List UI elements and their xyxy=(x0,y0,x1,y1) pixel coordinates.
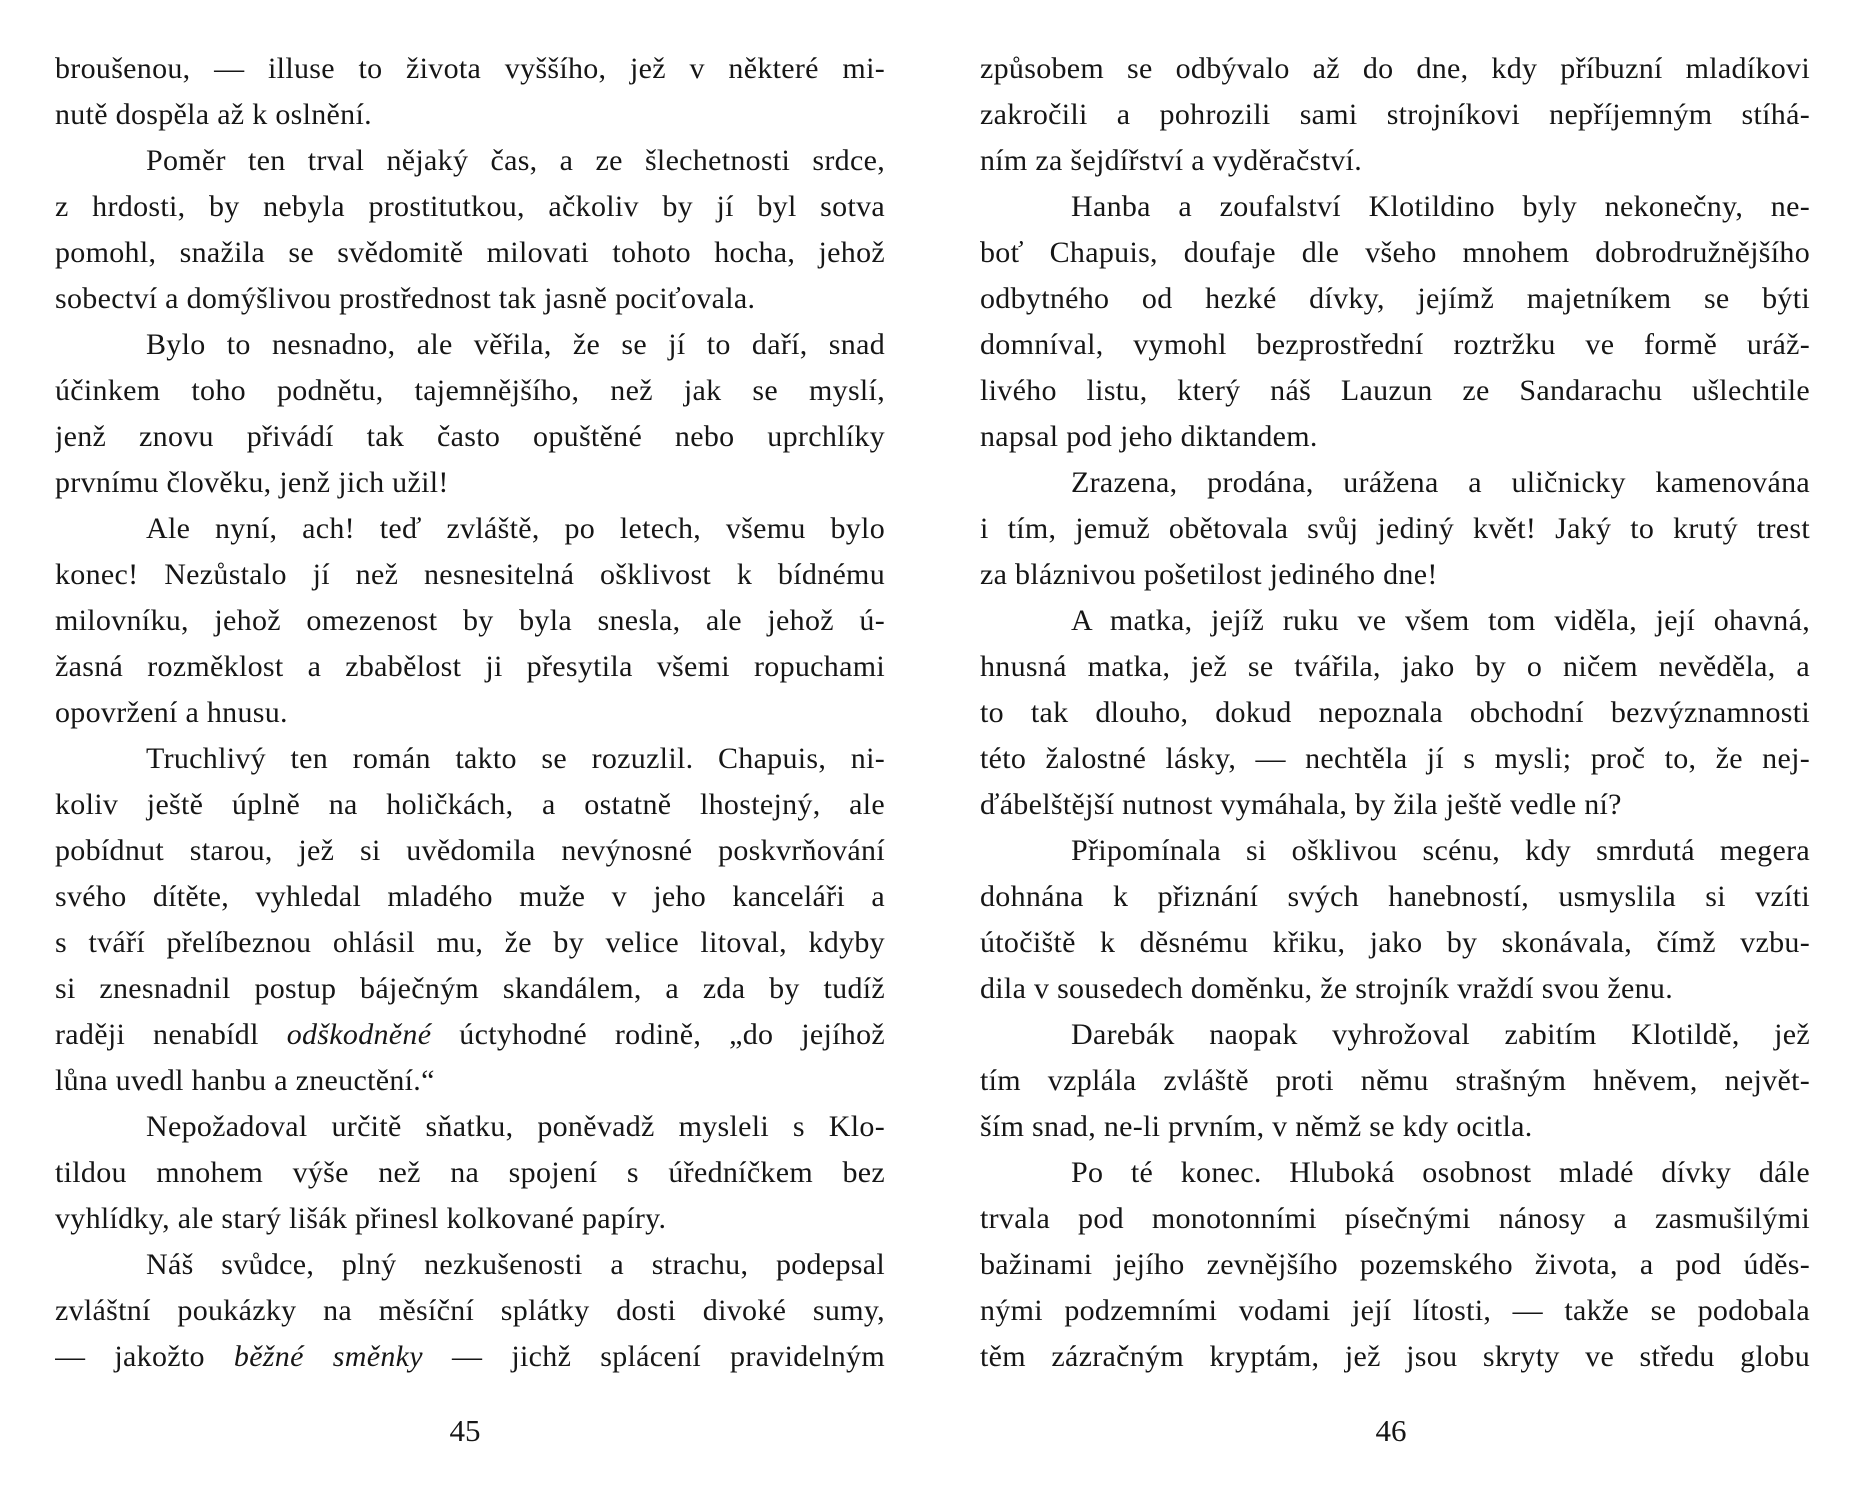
text-line: Bylo to nesnadno, ale věřila, že se jí to daří, snad xyxy=(146,328,885,361)
text-line: zakročili a pohrozili sami strojníkovi nepříjemným stíhá- xyxy=(980,98,1810,131)
text-line: — jakožto běžné směnky — jichž splácení pravidelným xyxy=(55,1340,885,1373)
text-line: svého dítěte, vyhledal mladého muže v jeho kanceláři a xyxy=(55,880,885,913)
text-line: to tak dlouho, dokud nepoznala obchodní bezvýznamnosti xyxy=(980,696,1810,729)
text-line: broušenou, — illuse to života vyššího, jež v některé mi- xyxy=(55,52,885,85)
text-line: tildou mnohem výše než na spojení s úředníčkem bez xyxy=(55,1156,885,1189)
text-line: vyhlídky, ale starý lišák přinesl kolkované papíry. xyxy=(55,1202,667,1235)
left-page-text xyxy=(55,46,885,1380)
text-line: Zrazena, prodána, urážena a uličnicky kamenována xyxy=(1071,466,1810,499)
text-line: pobídnut starou, jež si uvědomila nevýnosné poskvrňování xyxy=(55,834,885,867)
text-line: dohnána k přiznání svých hanebností, usmyslila si vzíti xyxy=(980,880,1810,913)
text-line: účinkem toho podnětu, tajemnějšího, než jak se myslí, xyxy=(55,374,885,407)
text-line: si znesnadnil postup báječným skandálem, a zda by tudíž xyxy=(55,972,885,1005)
text-line: koliv ještě úplně na holičkách, a ostatně lhostejný, ale xyxy=(55,788,885,821)
text-line: napsal pod jeho diktandem. xyxy=(980,420,1318,453)
text-line: raději nenabídl odškodněné úctyhodné rodině, „do jejíhož xyxy=(55,1018,885,1051)
text-line: konec! Nezůstalo jí než nesnesitelná ošklivost k bídnému xyxy=(55,558,885,591)
text-line: s tváří přelíbeznou ohlásil mu, že by velice litoval, kdyby xyxy=(55,926,885,959)
text-line: bažinami jejího zevnějšího pozemského života, a pod úděs- xyxy=(980,1248,1810,1281)
text-line: této žalostné lásky, — nechtěla jí s mysli; proč to, že nej- xyxy=(980,742,1810,775)
text-line: Poměr ten trval nějaký čas, a ze šlechetnosti srdce, xyxy=(146,144,885,177)
text-line: prvnímu člověku, jenž jich užil! xyxy=(55,466,449,499)
text-line: Darebák naopak vyhrožoval zabitím Klotildě, jež xyxy=(1071,1018,1810,1051)
text-line: odbytného od hezké dívky, jejímž majetníkem se býti xyxy=(980,282,1810,315)
text-line: Nepožadoval určitě sňatku, poněvadž mysleli s Klo- xyxy=(146,1110,885,1143)
text-line: trvala pod monotonními písečnými nánosy a zasmušilými xyxy=(980,1202,1810,1235)
text-line: dila v sousedech doměnku, že strojník vraždí svou ženu. xyxy=(980,972,1673,1005)
emphasized-text: odškodněné xyxy=(286,1018,432,1051)
text-line: z hrdosti, by nebyla prostitutkou, ačkoliv by jí byl sotva xyxy=(55,190,885,223)
text-line: Hanba a zoufalství Klotildino byly nekonečny, ne- xyxy=(1071,190,1810,223)
text-line: útočiště k děsnému křiku, jako by skonávala, čímž vzbu- xyxy=(980,926,1810,959)
text-line: hnusná matka, jež se tvářila, jako by o ničem nevěděla, a xyxy=(980,650,1810,683)
right-page-text xyxy=(980,46,1810,1380)
left-page-number: 45 xyxy=(449,1413,481,1448)
text-line: Truchlivý ten román takto se rozuzlil. Chapuis, ni- xyxy=(146,742,885,775)
text-line: Po té konec. Hluboká osobnost mladé dívky dále xyxy=(1071,1156,1810,1189)
text-line: způsobem se odbývalo až do dne, kdy příbuzní mladíkovi xyxy=(980,52,1810,85)
text-line: boť Chapuis, doufaje dle všeho mnohem dobrodružnějšího xyxy=(980,236,1810,269)
text-line: A matka, jejíž ruku ve všem tom viděla, její ohavná, xyxy=(1071,604,1810,637)
text-line: livého listu, který náš Lauzun ze Sandarachu ušlechtile xyxy=(980,374,1810,407)
text-line: pomohl, snažila se svědomitě milovati tohoto hocha, jehož xyxy=(55,236,885,269)
text-line: těm zázračným kryptám, jež jsou skryty ve středu globu xyxy=(980,1340,1810,1373)
text-line: Náš svůdce, plný nezkušenosti a strachu, podepsal xyxy=(146,1248,885,1281)
text-line: za bláznivou pošetilost jediného dne! xyxy=(980,558,1438,591)
text-line: nými podzemními vodami její lítosti, — takže se podobala xyxy=(980,1294,1810,1327)
text-line: opovržení a hnusu. xyxy=(55,696,288,729)
text-line: Ale nyní, ach! teď zvláště, po letech, všemu bylo xyxy=(146,512,885,545)
text-line: sobectví a domýšlivou prostřednost tak jasně pociťovala. xyxy=(55,282,756,315)
text-line: tím vzplála zvláště proti němu strašným hněvem, největ- xyxy=(980,1064,1810,1097)
text-line: zvláštní poukázky na měsíční splátky dosti divoké sumy, xyxy=(55,1294,885,1327)
text-line: lůna uvedl hanbu a zneuctění.“ xyxy=(55,1064,435,1097)
text-line: žasná rozměklost a zbabělost ji přesytila všemi ropuchami xyxy=(55,650,885,683)
text-line: i tím, jemuž obětovala svůj jediný květ! Jaký to krutý trest xyxy=(980,512,1810,545)
text-line: milovníku, jehož omezenost by byla snesla, ale jehož ú- xyxy=(55,604,885,637)
text-line: domníval, vymohl bezprostřední roztržku ve formě uráž- xyxy=(980,328,1810,361)
text-line: ším snad, ne-li prvním, v němž se kdy ocitla. xyxy=(980,1110,1533,1143)
right-page-number: 46 xyxy=(1375,1413,1407,1448)
text-line: ďábelštější nutnost vymáhala, by žila ještě vedle ní? xyxy=(980,788,1622,821)
text-line: jenž znovu přivádí tak často opuštěné nebo uprchlíky xyxy=(55,420,885,453)
text-line: ním za šejdířství a vyděračství. xyxy=(980,144,1362,177)
text-line: nutě dospěla až k oslnění. xyxy=(55,98,372,131)
emphasized-text: běžné směnky xyxy=(233,1340,423,1373)
text-line: Připomínala si ošklivou scénu, kdy smrdutá megera xyxy=(1071,834,1810,867)
